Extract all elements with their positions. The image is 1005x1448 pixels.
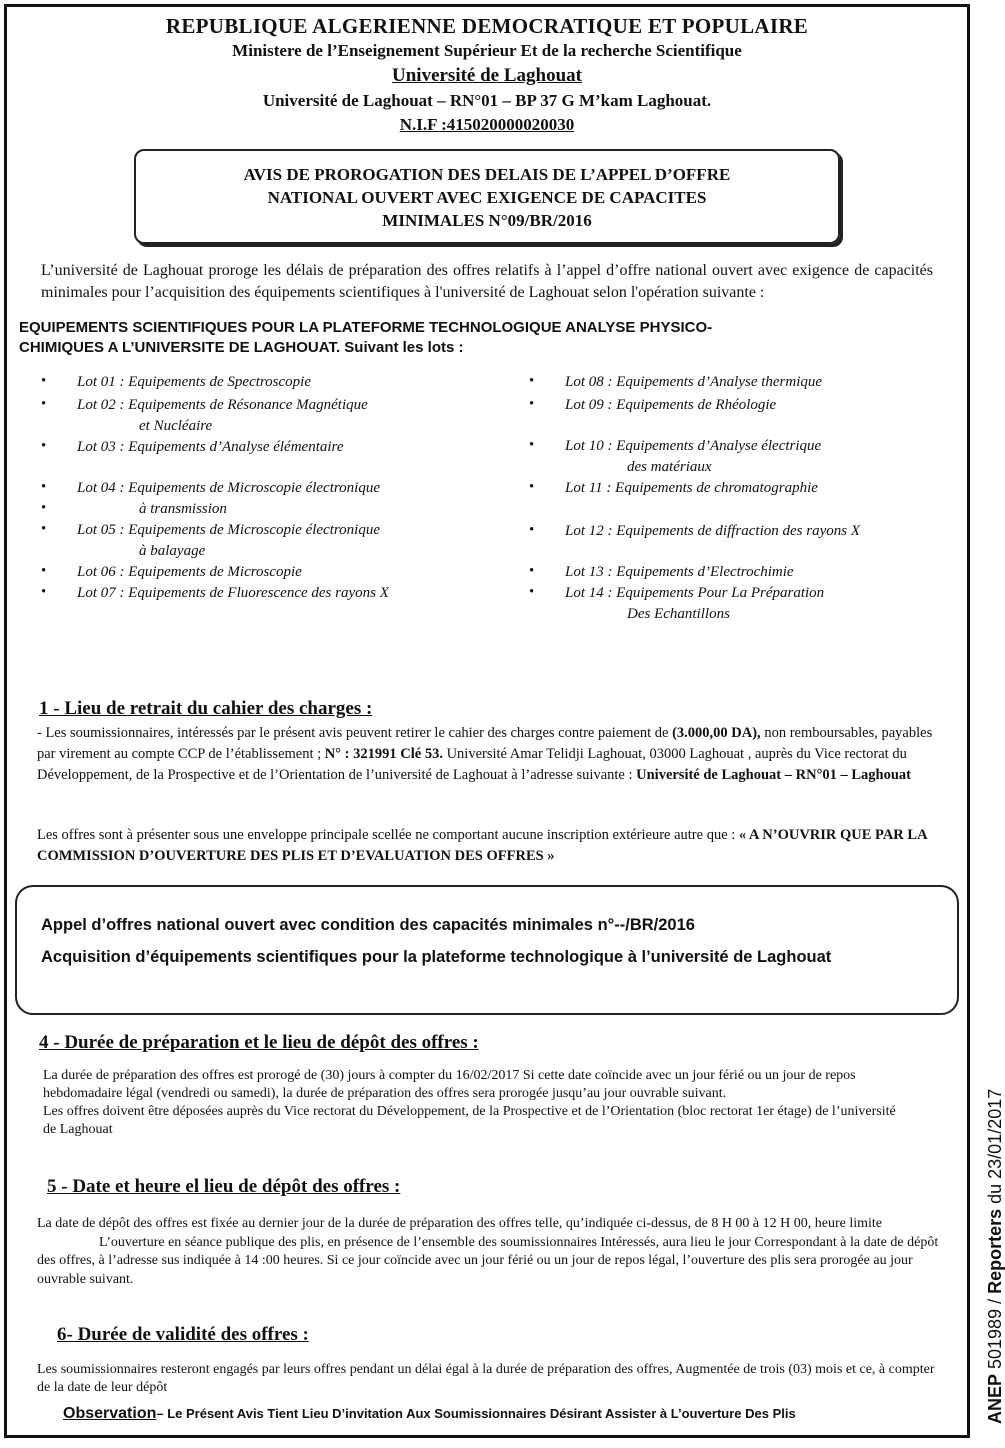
- university-address: Université de Laghouat – RN°01 – BP 37 G M’kam Laghouat.: [262, 91, 712, 110]
- bullet-icon: •: [41, 373, 47, 389]
- section-4-body: [43, 1067, 903, 1139]
- section-1-title: 1 - Lieu de retrait du cahier des charges :: [39, 698, 373, 719]
- bullet-icon: •: [529, 563, 535, 579]
- withdrawal-address: Université de Laghouat – RN°01 – Laghouat: [636, 767, 911, 783]
- bullet-icon: •: [41, 396, 47, 412]
- equipment-heading-line-1: EQUIPEMENTS SCIENTIFIQUES POUR LA PLATEFORME TECHNOLOGIQUE ANALYSE PHYSICO-: [19, 319, 713, 336]
- lot-item: • Lot 09 : Equipements de Rhéologie: [529, 396, 777, 413]
- lot-item: • Lot 05 : Equipements de Microscopie électronique à balayage: [41, 521, 380, 559]
- notice-title-line-3: MINIMALES N°09/BR/2016: [382, 211, 592, 230]
- lot-item: • Lot 14 : Equipements Pour La Préparation Des Echantillons: [529, 584, 825, 622]
- section-4-paragraph-2: Les offres doivent être déposées auprès du Vice rectorat du Développement, de la Prospective et de l’Orientation (bloc rectorat 1er étage) de l’université de Laghouat: [43, 1104, 896, 1137]
- lot-item: • Lot 01 : Equipements de Spectroscopie: [41, 373, 311, 390]
- bullet-icon: •: [41, 500, 47, 516]
- publication-reference: ANEP 501989 / Reporters du 23/01/2017: [985, 1088, 1005, 1424]
- bullet-icon: •: [41, 584, 47, 600]
- university-name: Université de Laghouat: [392, 65, 582, 86]
- notice-title-line-1: AVIS DE PROROGATION DES DELAIS DE L’APPEL D’OFFRE: [243, 165, 731, 184]
- bullet-icon: •: [529, 373, 535, 389]
- lot-item: • Lot 08 : Equipements d’Analyse thermique: [529, 373, 823, 390]
- nif-label: N.I.F :: [399, 115, 447, 134]
- country-name: REPUBLIQUE ALGERIENNE DEMOCRATIQUE ET POPULAIRE: [165, 14, 809, 38]
- nif-line: [7, 113, 967, 137]
- section-4-paragraph-1: La durée de préparation des offres est prorogé de (30) jours à compter du 16/02/2017 Si cette date coïncide avec un jour férié ou un jour de repos hebdomadaire légal (vendredi ou samedi), la durée de préparation des offres sera prorogée jusqu’au jour ouvrable suivant.: [43, 1068, 856, 1101]
- lot-item: • Lot 04 : Equipements de Microscopie électronique à transmission •: [41, 479, 380, 517]
- bullet-icon: •: [529, 396, 535, 412]
- observation-note: [63, 1405, 963, 1423]
- bullet-icon: •: [529, 584, 535, 600]
- envelope-paragraph: Les offres sont à présenter sous une enveloppe principale scellée ne comportant aucune inscription extérieure autre que : « A N’OUVRIR QUE PAR LA COMMISSION D’OUVERTURE DES PLIS ET D’EVALUATION DES OFFRES »: [37, 827, 927, 864]
- anep-label: ANEP: [985, 1373, 1005, 1424]
- equipment-heading-line-2: CHIMIQUES A L’UNIVERSITE DE LAGHOUAT. Suivant les lots :: [19, 339, 464, 356]
- header: [7, 13, 967, 137]
- lot-item: • Lot 13 : Equipements d’Electrochimie: [529, 563, 794, 580]
- notice-title-line-2: NATIONAL OUVERT AVEC EXIGENCE DE CAPACITES: [267, 188, 707, 207]
- bullet-icon: •: [41, 563, 47, 579]
- lot-item: • Lot 12 : Equipements de diffraction des rayons X: [529, 522, 860, 539]
- fee-amount: (3.000,00 DA),: [672, 725, 761, 741]
- announcement-frame: [4, 4, 970, 1438]
- ccp-number: N° : 321991 Clé 53.: [324, 746, 443, 762]
- tender-reference-box: [15, 885, 959, 1015]
- observation-label: Observation: [63, 1405, 157, 1422]
- publication-sidebar: [972, 0, 1005, 1448]
- tender-reference-line-2: Acquisition d’équipements scientifiques pour la plateforme technologique à l’université de Laghouat: [41, 948, 832, 966]
- section-1-paragraph: - Les soumissionnaires, intéressés par le présent avis peuvent retirer le cahier des charges contre paiement de (3.000,00 DA), non remboursables, payables par virement au compte CCP de l’établissement ; N° : 321991 Clé 53. Université Amar Telidji Laghouat, 03000 Laghouat , auprès du Vice rectorat du Développement, de la Prospective et de l’Orientation de l’université de Laghouat à l’adresse suivante : Université de Laghouat – RN°01 – Laghouat: [37, 725, 933, 783]
- section-6-paragraph: Les soumissionnaires resteront engagés par leurs offres pendant un délai égal à la durée de préparation des offres, Augmentée de trois (03) mois et ce, à compter de la date de leur dépôt: [37, 1362, 935, 1395]
- bullet-icon: •: [529, 479, 535, 495]
- bullet-icon: •: [41, 438, 47, 454]
- observation-text: – Le Présent Avis Tient Lieu D’invitation Aux Soumissionnaires Désirant Assister à L’ouverture Des Plis: [156, 1406, 796, 1421]
- lot-item: • Lot 03 : Equipements d’Analyse élémentaire: [41, 438, 344, 455]
- envelope-inscription: « A N’OUVRIR QUE PAR LA COMMISSION D’OUVERTURE DES PLIS ET D’EVALUATION DES OFFRES »: [37, 827, 927, 864]
- section-5-body: [37, 1215, 941, 1289]
- section-5-paragraph-2: L’ouverture en séance publique des plis, en présence de l’ensemble des soumissionnaires Intéressés, aura lieu le jour Correspondant à la date de dépôt des offres, à l’adresse sus indiquée à 14 :00 heures. Si ce jour coïncide avec un jour férié ou un jour de repos légal, l’ouverture des plis sera prorogée au jour ouvrable suivant.: [37, 1234, 939, 1287]
- newspaper-name: Reporters: [985, 1208, 1005, 1294]
- lot-item: • Lot 07 : Equipements de Fluorescence des rayons X: [41, 584, 389, 601]
- notice-title-box: [134, 149, 840, 244]
- bullet-icon: •: [529, 522, 535, 538]
- lot-item: • Lot 02 : Equipements de Résonance Magnétique et Nucléaire: [41, 396, 368, 434]
- section-4-title: 4 - Durée de préparation et le lieu de dépôt des offres :: [39, 1032, 479, 1053]
- lot-item: • Lot 11 : Equipements de chromatographie: [529, 479, 818, 496]
- lot-item: • Lot 06 : Equipements de Microscopie: [41, 563, 302, 580]
- lots-list: [7, 372, 967, 624]
- publication-date: du 23/01/2017: [985, 1088, 1005, 1209]
- ministry-name: Ministere de l’Enseignement Supérieur Et de la recherche Scientifique: [232, 41, 742, 60]
- section-5-title: 5 - Date et heure el lieu de dépôt des offres :: [47, 1176, 401, 1197]
- lot-item: • Lot 10 : Equipements d’Analyse électrique des matériaux: [529, 437, 822, 475]
- bullet-icon: •: [41, 479, 47, 495]
- tender-reference-line-1: Appel d’offres national ouvert avec condition des capacités minimales n°--/BR/2016: [41, 916, 695, 934]
- bullet-icon: •: [529, 437, 535, 453]
- section-6-title: 6- Durée de validité des offres :: [57, 1324, 309, 1345]
- intro-paragraph: L’université de Laghouat proroge les délais de préparation des offres relatifs à l’appel d’offre national ouvert avec exigence de capacités minimales pour l’acquisition des équipements scientifiques à l'université de Laghouat selon l'opération suivante :: [41, 262, 933, 301]
- lots-right-column: [527, 372, 997, 625]
- equipment-heading: [19, 318, 957, 358]
- lots-left-column: [39, 372, 509, 604]
- nif-value: 415020000020030: [446, 115, 575, 134]
- bullet-icon: •: [41, 521, 47, 537]
- section-5-paragraph-1: La date de dépôt des offres est fixée au dernier jour de la durée de préparation des offres telle, qu’indiquée ci-dessus, de 8 H 00 à 12 H 00, heure limite: [37, 1216, 883, 1231]
